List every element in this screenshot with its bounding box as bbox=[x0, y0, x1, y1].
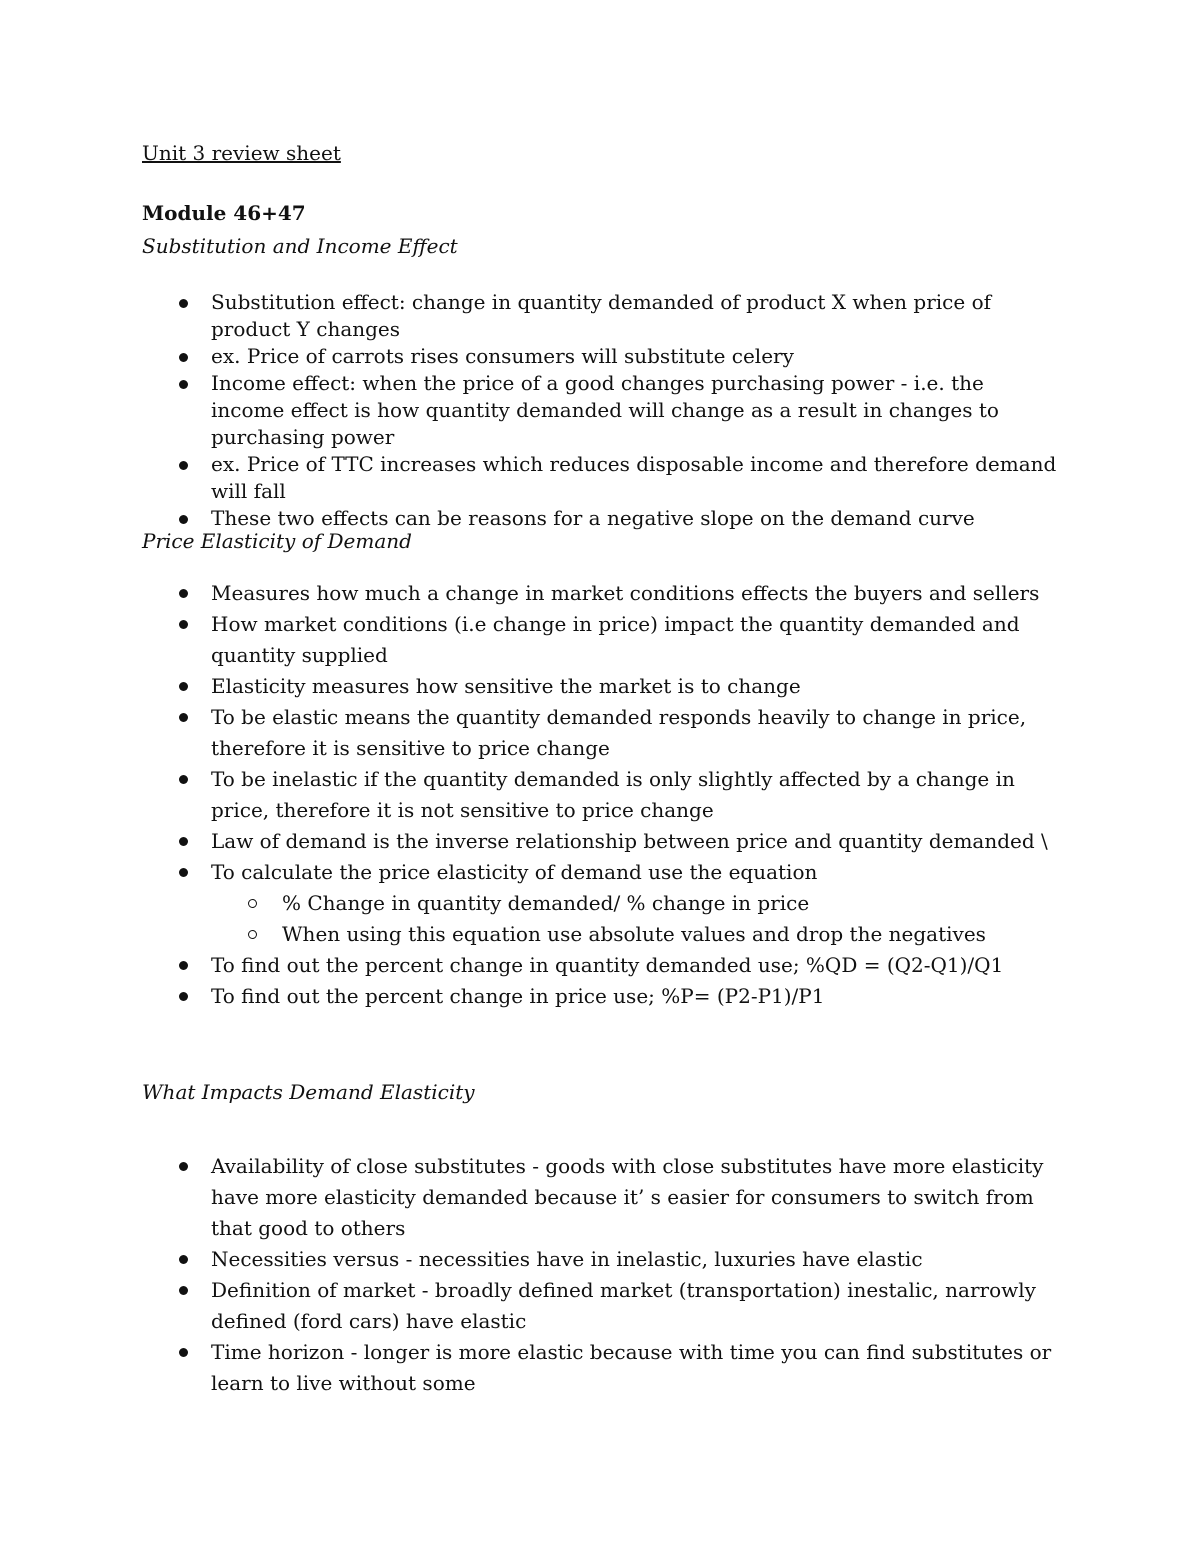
list-item-text: To be elastic means the quantity demanded responds heavily to change in price, therefore it is sensitive to price change bbox=[211, 705, 1027, 760]
price-elasticity-list bbox=[0, 578, 1062, 1012]
sub-list-item-text: When using this equation use absolute values and drop the negatives bbox=[282, 922, 986, 946]
module-heading: Module 46+47 bbox=[142, 201, 306, 225]
list-item bbox=[0, 857, 1061, 888]
list-item-text: Availability of close substitutes - goods with close substitutes have more elasticity have more elasticity demanded because it’ s easier for consumers to switch from that good to others bbox=[211, 1154, 1044, 1240]
list-item-text: Time horizon - longer is more elastic because with time you can find substitutes or learn to live without some bbox=[211, 1340, 1052, 1395]
bullet-icon bbox=[179, 589, 188, 598]
bullet-icon bbox=[179, 1286, 188, 1295]
section-heading-substitution-income: Substitution and Income Effect bbox=[142, 234, 458, 258]
list-item-text: Definition of market - broadly defined market (transportation) inestalic, narrowly defined (ford cars) have elastic bbox=[211, 1278, 1036, 1333]
list-item bbox=[0, 671, 1061, 702]
hollow-bullet-icon bbox=[248, 930, 257, 939]
list-item bbox=[0, 289, 1061, 343]
document-title: Unit 3 review sheet bbox=[142, 141, 341, 165]
list-item bbox=[0, 764, 1061, 826]
list-item-text: Elasticity measures how sensitive the market is to change bbox=[211, 674, 801, 698]
list-item bbox=[0, 981, 1061, 1012]
section-heading-price-elasticity: Price Elasticity of Demand bbox=[142, 529, 412, 553]
list-item bbox=[0, 1151, 1061, 1244]
list-item-text: Necessities versus - necessities have in inelastic, luxuries have elastic bbox=[211, 1247, 923, 1271]
bullet-icon bbox=[179, 713, 188, 722]
list-item-text: Income effect: when the price of a good changes purchasing power - i.e. the income effect is how quantity demanded will change as a result in changes to purchasing power bbox=[211, 371, 999, 449]
sub-list-item-text: % Change in quantity demanded/ % change in price bbox=[282, 891, 810, 915]
bullet-icon bbox=[179, 299, 188, 308]
list-item-text: ex. Price of TTC increases which reduces disposable income and therefore demand will fall bbox=[211, 452, 1057, 503]
bullet-icon bbox=[179, 380, 188, 389]
list-item bbox=[0, 343, 1061, 370]
list-item bbox=[0, 826, 1061, 857]
list-item-text: To find out the percent change in quantity demanded use; %QD = (Q2-Q1)/Q1 bbox=[211, 953, 1004, 977]
list-item bbox=[0, 451, 1061, 505]
list-item-text: To find out the percent change in price use; %P= (P2-P1)/P1 bbox=[211, 984, 825, 1008]
list-item-text: To calculate the price elasticity of demand use the equation bbox=[211, 860, 818, 884]
bullet-icon bbox=[179, 992, 188, 1001]
demand-elasticity-impacts-list bbox=[0, 1151, 1061, 1399]
list-item-text: Substitution effect: change in quantity demanded of product X when price of product Y changes bbox=[211, 290, 992, 341]
bullet-icon bbox=[179, 620, 188, 629]
substitution-income-list bbox=[0, 289, 1061, 532]
bullet-icon bbox=[179, 515, 188, 524]
list-item bbox=[0, 370, 1061, 451]
bullet-icon bbox=[179, 1348, 188, 1357]
bullet-icon bbox=[179, 868, 188, 877]
list-item bbox=[0, 702, 1061, 764]
bullet-icon bbox=[179, 461, 188, 470]
list-item bbox=[0, 1244, 1061, 1275]
bullet-icon bbox=[179, 682, 188, 691]
section-heading-demand-elasticity-impacts: What Impacts Demand Elasticity bbox=[142, 1080, 475, 1104]
list-item bbox=[0, 609, 1061, 671]
bullet-icon bbox=[179, 961, 188, 970]
sub-list-item bbox=[0, 919, 1062, 950]
bullet-icon bbox=[179, 1255, 188, 1264]
list-item bbox=[0, 950, 1061, 981]
list-item-text: These two effects can be reasons for a negative slope on the demand curve bbox=[211, 506, 975, 530]
list-item-text: Measures how much a change in market conditions effects the buyers and sellers bbox=[211, 581, 1040, 605]
bullet-icon bbox=[179, 353, 188, 362]
sub-list-item bbox=[0, 888, 1062, 919]
list-item bbox=[0, 1337, 1061, 1399]
bullet-icon bbox=[179, 1162, 188, 1171]
list-item-text: ex. Price of carrots rises consumers will substitute celery bbox=[211, 344, 794, 368]
list-item-text: To be inelastic if the quantity demanded is only slightly affected by a change in price, therefore it is not sensitive to price change bbox=[211, 767, 1015, 822]
bullet-icon bbox=[179, 775, 188, 784]
list-item-text: How market conditions (i.e change in price) impact the quantity demanded and quantity supplied bbox=[211, 612, 1020, 667]
list-item bbox=[0, 1275, 1061, 1337]
hollow-bullet-icon bbox=[248, 899, 257, 908]
list-item bbox=[0, 505, 1061, 532]
bullet-icon bbox=[179, 837, 188, 846]
list-item-text: Law of demand is the inverse relationship between price and quantity demanded \ bbox=[211, 829, 1048, 853]
list-item bbox=[0, 578, 1061, 609]
